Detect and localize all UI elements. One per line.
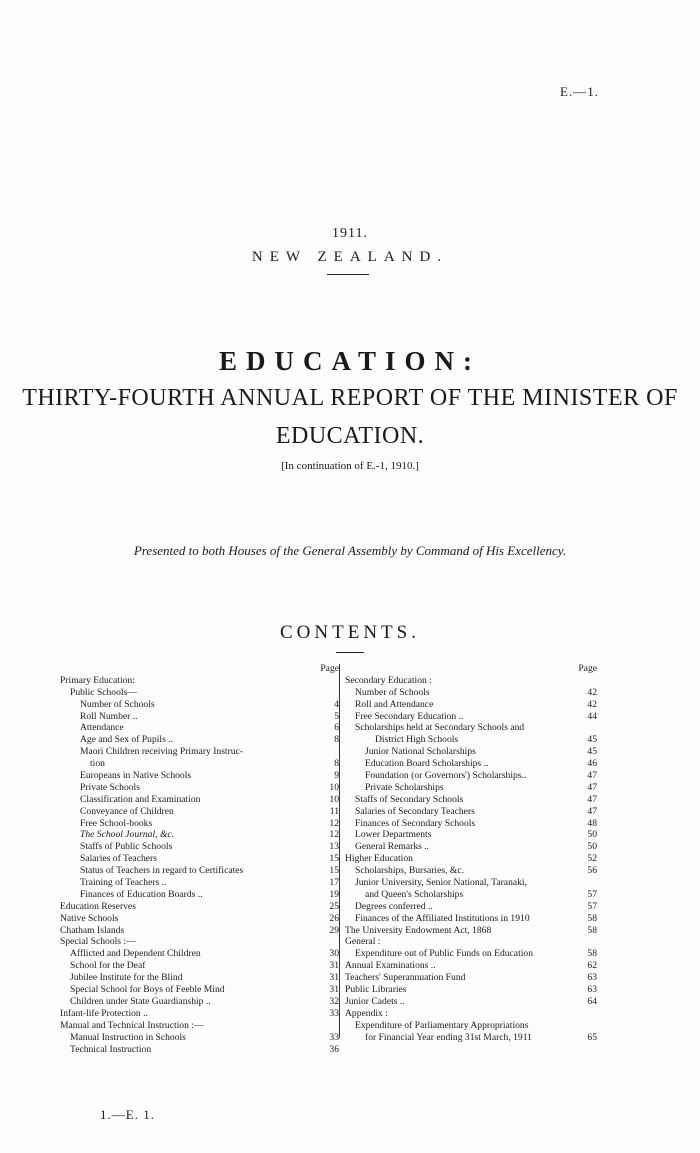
contents-entry <box>345 865 597 877</box>
contents-entry <box>345 853 597 865</box>
contents-entry <box>345 818 597 830</box>
entry-page-number: 31 <box>329 972 339 984</box>
contents-entry <box>60 889 339 901</box>
entry-page-number: 58 <box>587 912 597 924</box>
entry-title: General : <box>345 936 381 948</box>
entry-page-number: 44 <box>587 710 597 722</box>
entry-title: Age and Sex of Pupils .. <box>80 734 174 746</box>
entry-title: Number of Schools <box>355 686 430 698</box>
entry-title: Technical Instruction <box>70 1043 152 1055</box>
entry-title: tion <box>90 758 105 770</box>
entry-page-number: 29 <box>329 924 339 936</box>
entry-page-number: 62 <box>587 960 597 972</box>
entry-page-number: 12 <box>329 829 339 841</box>
report-title-line-1: THIRTY-FOURTH ANNUAL REPORT OF THE MINISTER OF <box>22 385 678 411</box>
entry-title: Special Schools :— <box>60 936 136 948</box>
entry-title: Roll and Attendance <box>355 698 434 710</box>
contents-entry <box>60 960 339 972</box>
contents-entry <box>60 818 339 830</box>
entry-title: Annual Examinations .. <box>345 960 436 972</box>
contents-entry <box>345 984 597 996</box>
entry-title: Scholarships held at Secondary Schools and <box>355 722 525 734</box>
entry-page-number: 33 <box>329 1007 339 1019</box>
contents-entry <box>345 925 597 937</box>
contents-entry <box>345 960 597 972</box>
entry-page-number: 9 <box>334 770 339 782</box>
entry-title: General Remarks .. <box>355 841 430 853</box>
contents-entry <box>345 996 597 1008</box>
contents-entry <box>60 1032 339 1044</box>
page-column-label <box>345 663 597 675</box>
contents-entry <box>345 1008 597 1020</box>
contents-entry <box>345 711 597 723</box>
contents-entry <box>60 687 339 699</box>
contents-entry <box>345 722 597 734</box>
entry-page-number: 8 <box>334 758 339 770</box>
contents-entry <box>345 913 597 925</box>
entry-title: Salaries of Secondary Teachers <box>355 805 475 817</box>
entry-title: Private Scholarships <box>365 781 444 793</box>
contents-entry <box>345 699 597 711</box>
contents-entry <box>345 829 597 841</box>
contents-entry <box>60 758 339 770</box>
entry-title: The University Endowment Act, 1868 <box>345 924 492 936</box>
contents-entry <box>60 972 339 984</box>
entry-page-number: 63 <box>587 984 597 996</box>
entry-page-number: 30 <box>329 948 339 960</box>
entry-page-number: 50 <box>587 841 597 853</box>
entry-title: District High Schools <box>375 734 459 746</box>
contents-entry <box>60 675 339 687</box>
entry-title: Education Board Scholarships .. <box>365 758 489 770</box>
entry-page-number: 47 <box>587 805 597 817</box>
entry-title: Public Schools— <box>70 686 137 698</box>
entry-title: Status of Teachers in regard to Certificates <box>80 865 244 877</box>
entry-page-number: 56 <box>587 865 597 877</box>
entry-page-number: 10 <box>329 781 339 793</box>
contents-entry <box>60 1044 339 1056</box>
entry-title: The School Journal, &c. <box>80 829 175 841</box>
page-label: Page <box>320 663 339 674</box>
divider <box>336 652 364 653</box>
contents-entry <box>60 984 339 996</box>
entry-title: Finances of Secondary Schools <box>355 817 476 829</box>
entry-page-number: 5 <box>334 710 339 722</box>
entry-title: Jubilee Institute for the Blind <box>70 972 183 984</box>
entry-title: Staffs of Public Schools <box>80 841 173 853</box>
entry-page-number: 36 <box>329 1043 339 1055</box>
contents-entry <box>60 806 339 818</box>
contents-entry <box>345 758 597 770</box>
contents-entry <box>60 711 339 723</box>
contents-entry <box>345 746 597 758</box>
entry-title: Junior University, Senior National, Taranaki, <box>355 877 527 889</box>
entry-title: Scholarships, Bursaries, &c. <box>355 865 464 877</box>
contents-entry <box>345 734 597 746</box>
entry-title: Degrees conferred .. <box>355 900 433 912</box>
contents-entry <box>60 913 339 925</box>
entry-title: Conveyance of Children <box>80 805 174 817</box>
contents-entry <box>345 687 597 699</box>
entry-title: Children under State Guardianship .. <box>70 995 211 1007</box>
entry-title: for Financial Year ending 31st March, 1911 <box>365 1031 532 1043</box>
contents-entry <box>345 794 597 806</box>
entry-title: Afflicted and Dependent Children <box>70 948 201 960</box>
contents-entry <box>345 1032 597 1044</box>
contents-entry <box>345 901 597 913</box>
contents-entry <box>345 841 597 853</box>
entry-page-number: 42 <box>587 698 597 710</box>
entry-page-number: 48 <box>587 817 597 829</box>
contents-entry <box>345 948 597 960</box>
entry-title: Native Schools <box>60 912 119 924</box>
entry-page-number: 15 <box>329 865 339 877</box>
entry-page-number: 25 <box>329 900 339 912</box>
contents-entry <box>60 948 339 960</box>
contents-entry <box>60 996 339 1008</box>
entry-page-number: 31 <box>329 984 339 996</box>
entry-page-number: 32 <box>329 995 339 1007</box>
entry-page-number: 46 <box>587 758 597 770</box>
entry-title: Public Libraries <box>345 984 407 996</box>
entry-page-number: 15 <box>329 853 339 865</box>
entry-page-number: 52 <box>587 853 597 865</box>
entry-title: Manual Instruction in Schools <box>70 1031 186 1043</box>
entry-page-number: 19 <box>329 888 339 900</box>
contents-entry <box>60 877 339 889</box>
entry-page-number: 17 <box>329 877 339 889</box>
entry-title: Expenditure of Parliamentary Appropriations <box>355 1019 529 1031</box>
entry-page-number: 64 <box>587 995 597 1007</box>
entry-title: Salaries of Teachers <box>80 853 157 865</box>
year: 1911. <box>332 226 368 241</box>
entry-page-number: 6 <box>334 722 339 734</box>
contents-list-right <box>345 675 597 1044</box>
entry-page-number: 58 <box>587 948 597 960</box>
page-column-label <box>60 663 339 675</box>
entry-title: Free Secondary Education .. <box>355 710 464 722</box>
contents-entry <box>60 841 339 853</box>
entry-page-number: 45 <box>587 746 597 758</box>
contents-list-left <box>60 675 339 1056</box>
entry-title: Attendance <box>80 722 124 734</box>
contents-entry <box>60 865 339 877</box>
entry-title: Infant-life Protection .. <box>60 1007 148 1019</box>
contents-entry <box>60 722 339 734</box>
contents-entry <box>345 877 597 889</box>
presented-statement: Presented to both Houses of the General Assembly by Command of His Excellency. <box>133 543 567 558</box>
entry-title: Lower Departments <box>355 829 432 841</box>
entry-title: Higher Education <box>345 853 413 865</box>
entry-title: Special School for Boys of Feeble Mind <box>70 984 225 996</box>
contents-entry <box>345 936 597 948</box>
department-heading: EDUCATION: <box>218 346 481 376</box>
contents-entry <box>60 770 339 782</box>
entry-page-number: 11 <box>329 805 339 817</box>
entry-title: Staffs of Secondary Schools <box>355 793 464 805</box>
continuation-note: [In continuation of E.-1, 1910.] <box>281 460 419 472</box>
contents-entry <box>345 806 597 818</box>
contents-heading: CONTENTS. <box>280 622 420 643</box>
country-name: NEW ZEALAND. <box>251 249 449 265</box>
report-title-line-2: EDUCATION. <box>275 423 425 449</box>
entry-page-number: 57 <box>587 900 597 912</box>
entry-page-number: 58 <box>587 924 597 936</box>
entry-page-number: 31 <box>329 960 339 972</box>
page-label: Page <box>578 663 597 674</box>
contents-entry <box>60 734 339 746</box>
entry-page-number: 33 <box>329 1031 339 1043</box>
entry-page-number: 45 <box>587 734 597 746</box>
entry-title: Europeans in Native Schools <box>80 770 192 782</box>
entry-page-number: 10 <box>329 793 339 805</box>
page-footer: 1.—E. 1. <box>100 1107 155 1122</box>
contents-left-column <box>60 663 339 1055</box>
entry-page-number: 13 <box>329 841 339 853</box>
entry-title: Finances of the Affiliated Institutions in 1910 <box>355 912 530 924</box>
entry-page-number: 26 <box>329 912 339 924</box>
contents-entry <box>345 770 597 782</box>
entry-title: Foundation (or Governors') Scholarships.. <box>365 770 527 782</box>
entry-page-number: 4 <box>334 698 339 710</box>
contents-entry <box>345 972 597 984</box>
contents-entry <box>60 794 339 806</box>
contents-entry <box>345 1020 597 1032</box>
entry-title: Free School-books <box>80 817 153 829</box>
entry-title: Roll Number .. <box>80 710 138 722</box>
contents-entry <box>60 699 339 711</box>
entry-title: Maori Children receiving Primary Instruc- <box>80 746 244 758</box>
entry-title: Number of Schools <box>80 698 155 710</box>
contents-entry <box>60 829 339 841</box>
entry-title: Teachers' Superannuation Fund <box>345 972 466 984</box>
divider <box>327 274 369 275</box>
contents-entry <box>345 675 597 687</box>
contents-right-column <box>345 663 597 1044</box>
entry-page-number: 42 <box>587 686 597 698</box>
entry-page-number: 47 <box>587 770 597 782</box>
entry-page-number: 63 <box>587 972 597 984</box>
entry-title: Expenditure out of Public Funds on Education <box>355 948 533 960</box>
contents-entry <box>60 746 339 758</box>
contents-entry <box>60 853 339 865</box>
contents-entry <box>60 936 339 948</box>
entry-title: and Queen's Scholarships <box>365 888 464 900</box>
entry-page-number: 47 <box>587 793 597 805</box>
entry-title: Junior National Scholarships <box>365 746 476 758</box>
entry-page-number: 57 <box>587 888 597 900</box>
entry-title: Training of Teachers .. <box>80 877 167 889</box>
entry-page-number: 50 <box>587 829 597 841</box>
entry-title: Manual and Technical Instruction :— <box>60 1019 204 1031</box>
entry-title: Junior Cadets .. <box>345 995 405 1007</box>
entry-page-number: 65 <box>587 1031 597 1043</box>
column-divider <box>339 664 340 1038</box>
contents-entry <box>60 925 339 937</box>
entry-title: Private Schools <box>80 781 140 793</box>
contents-entry <box>60 1008 339 1020</box>
entry-title: Secondary Education : <box>345 674 432 686</box>
entry-page-number: 12 <box>329 817 339 829</box>
entry-title: Classification and Examination <box>80 793 201 805</box>
entry-title: Chatham Islands <box>60 924 125 936</box>
contents-entry <box>60 1020 339 1032</box>
entry-title: Finances of Education Boards .. <box>80 888 203 900</box>
report-code: E.—1. <box>560 84 599 99</box>
entry-title: Primary Education: <box>60 674 135 686</box>
contents-entry <box>60 782 339 794</box>
contents-entry <box>60 901 339 913</box>
entry-title: Education Reserves <box>60 900 136 912</box>
contents-entry <box>345 889 597 901</box>
entry-title: School for the Deaf <box>70 960 146 972</box>
entry-title: Appendix : <box>345 1007 388 1019</box>
contents-entry <box>345 782 597 794</box>
entry-page-number: 47 <box>587 781 597 793</box>
entry-page-number: 8 <box>334 734 339 746</box>
